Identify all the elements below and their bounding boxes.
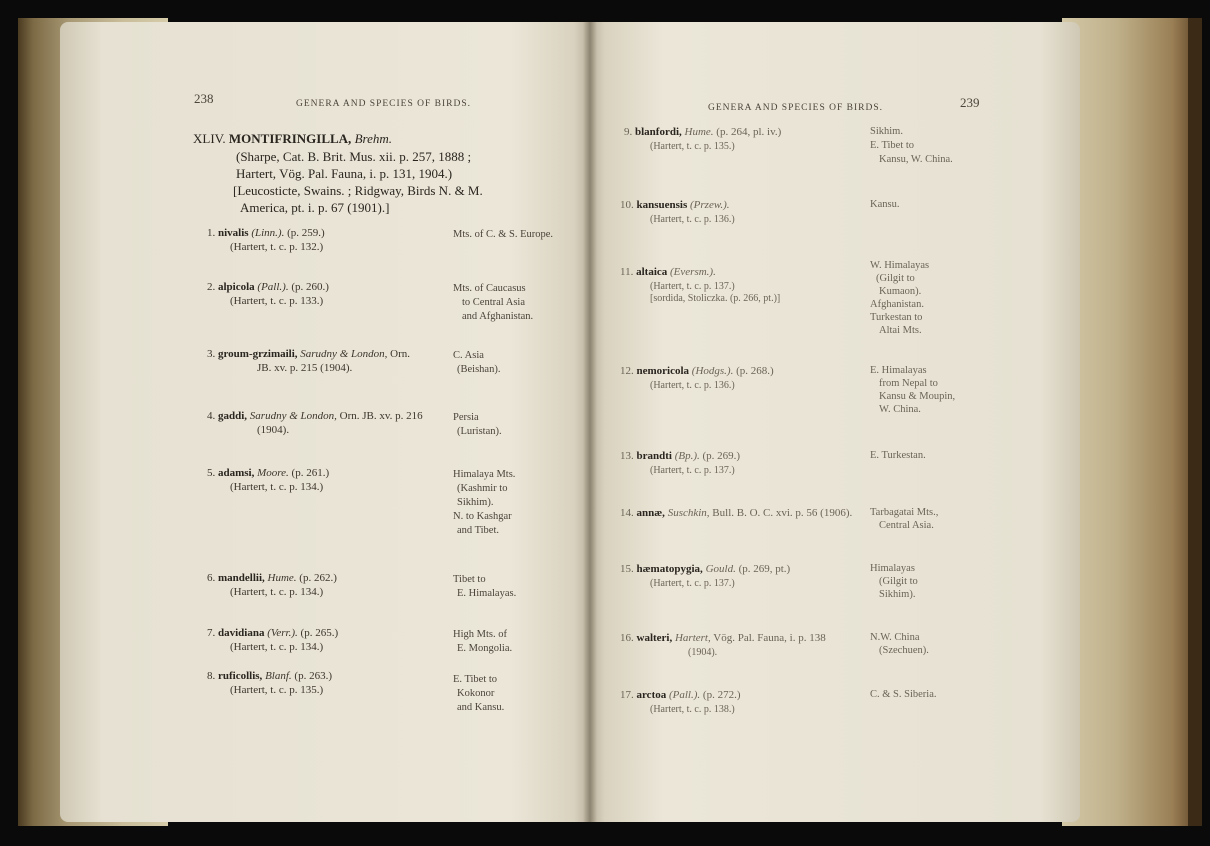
species-distribution: Turkestan to	[870, 312, 923, 323]
species-distribution: Afghanistan.	[870, 299, 924, 310]
species-entry: 15. hæmatopygia, Gould. (p. 269, pt.)	[620, 563, 791, 575]
species-distribution: Sikhim).	[457, 497, 494, 508]
species-reference: (Hartert, t. c. p. 136.)	[650, 214, 735, 225]
book-gutter	[583, 22, 597, 822]
species-distribution: (Szechuen).	[879, 645, 929, 656]
species-reference: (Hartert, t. c. p. 134.)	[230, 481, 324, 493]
genus-ref-line: Hartert, Vög. Pal. Fauna, i. p. 131, 1904.)	[236, 166, 453, 181]
species-distribution: Kansu & Moupin,	[879, 391, 956, 402]
species-entry: 10. kansuensis (Przew.).	[620, 199, 730, 211]
species-entry: 7. davidiana (Verr.). (p. 265.)	[207, 627, 339, 639]
book-page-edges-right	[1062, 18, 1200, 826]
species-distribution: E. Turkestan.	[870, 450, 926, 461]
species-name: altaica	[636, 266, 668, 278]
species-distribution: (Kashmir to	[457, 483, 508, 494]
species-name: mandellii,	[218, 572, 265, 584]
right-running-head: GENERA AND SPECIES OF BIRDS.	[708, 103, 884, 113]
species-reference: JB. xv. p. 215 (1904).	[257, 362, 353, 374]
species-entry: 16. walteri, Hartert, Vög. Pal. Fauna, i. p. 138	[620, 632, 826, 644]
species-name: nemoricola	[636, 365, 690, 377]
species-entry: 13. brandti (Bp.). (p. 269.)	[620, 450, 741, 462]
species-distribution: and Afghanistan.	[462, 311, 534, 322]
species-reference: (Hartert, t. c. p. 132.)	[230, 241, 324, 253]
species-entry: 14. annæ, Suschkin, Bull. B. O. C. xvi. p. 56 (1906).	[620, 507, 853, 519]
species-name: groum-grzimaili,	[218, 348, 298, 360]
species-distribution: Tarbagatai Mts.,	[870, 507, 939, 518]
species-entry: 3. groum-grzimaili, Sarudny & London, Orn.	[207, 348, 410, 360]
species-name: nivalis	[218, 227, 249, 239]
species-distribution: Kansu.	[870, 199, 900, 210]
genus-heading	[193, 131, 392, 147]
genus-ref-line: America, pt. i. p. 67 (1901).]	[240, 200, 390, 215]
species-distribution: Tibet to	[453, 574, 486, 585]
species-distribution: and Kansu.	[457, 702, 505, 713]
species-distribution: W. Himalayas	[870, 260, 930, 271]
species-distribution: Kansu, W. China.	[879, 154, 953, 165]
species-name: walteri,	[636, 632, 673, 644]
species-distribution: Kumaon).	[879, 286, 922, 297]
species-entry: 4. gaddi, Sarudny & London, Orn. JB. xv. p. 216	[207, 410, 423, 422]
species-reference: (1904).	[688, 647, 718, 658]
species-distribution: Central Asia.	[879, 520, 934, 531]
species-distribution: E. Tibet to	[453, 674, 498, 685]
species-distribution: N. to Kashgar	[453, 511, 512, 522]
species-reference: (Hartert, t. c. p. 135.)	[230, 684, 324, 696]
right-page-number: 239	[960, 95, 980, 110]
species-distribution: Sikhim).	[879, 589, 916, 600]
species-name: alpicola	[218, 281, 255, 293]
species-distribution: High Mts. of	[453, 629, 507, 640]
species-reference: (Hartert, t. c. p. 138.)	[650, 704, 735, 715]
species-entry: 6. mandellii, Hume. (p. 262.)	[207, 572, 337, 584]
species-name: kansuensis	[636, 199, 688, 211]
species-distribution: N.W. China	[870, 632, 920, 643]
species-distribution: (Gilgit to	[879, 576, 918, 587]
species-reference: (Hartert, t. c. p. 134.)	[230, 586, 324, 598]
species-name: adamsi,	[218, 467, 255, 479]
species-entry: 2. alpicola (Pall.). (p. 260.)	[207, 281, 329, 293]
species-distribution: Mts. of C. & S. Europe.	[453, 229, 554, 240]
species-distribution: E. Himalayas.	[457, 588, 517, 599]
book-cover-edge	[1188, 18, 1202, 826]
genus-number: XLIV.	[193, 131, 226, 146]
species-name: brandti	[636, 450, 672, 462]
species-entry: 1. nivalis (Linn.). (p. 259.)	[207, 227, 325, 239]
species-distribution: Mts. of Caucasus	[453, 283, 526, 294]
species-distribution: Sikhim.	[870, 126, 903, 137]
species-distribution: Kokonor	[457, 688, 495, 699]
species-name: davidiana	[218, 627, 265, 639]
species-distribution: (Luristan).	[457, 426, 502, 437]
genus-ref-line: (Sharpe, Cat. B. Brit. Mus. xii. p. 257, 1888 ;	[236, 149, 472, 164]
genus-name: MONTIFRINGILLA,	[228, 131, 352, 146]
species-reference: (Hartert, t. c. p. 137.)	[650, 281, 735, 292]
species-reference: (Hartert, t. c. p. 135.)	[650, 141, 735, 152]
species-distribution: from Nepal to	[879, 378, 938, 389]
species-distribution: (Gilgit to	[876, 273, 915, 284]
left-page-number: 238	[194, 91, 214, 106]
species-name: arctoa	[636, 689, 667, 701]
species-name: annæ,	[636, 507, 665, 519]
species-reference: (Hartert, t. c. p. 137.)	[650, 465, 735, 476]
species-reference: (Hartert, t. c. p. 133.)	[230, 295, 324, 307]
species-name: ruficollis,	[218, 670, 263, 682]
species-distribution: E. Mongolia.	[457, 643, 513, 654]
species-reference: (Hartert, t. c. p. 137.)	[650, 578, 735, 589]
species-distribution: C. Asia	[453, 350, 484, 361]
species-entry: 11. altaica (Eversm.).	[620, 266, 716, 278]
species-name: gaddi,	[218, 410, 248, 422]
species-distribution: (Beishan).	[457, 364, 501, 375]
species-distribution: Altai Mts.	[879, 325, 922, 336]
species-entry: 17. arctoa (Pall.). (p. 272.)	[620, 689, 741, 701]
species-distribution: C. & S. Siberia.	[870, 689, 937, 700]
species-name: blanfordi,	[635, 126, 682, 138]
species-entry: 9. blanfordi, Hume. (p. 264, pl. iv.)	[624, 126, 782, 138]
species-entry: 12. nemoricola (Hodgs.). (p. 268.)	[620, 365, 774, 377]
species-distribution: W. China.	[879, 404, 921, 415]
species-distribution: Persia	[453, 412, 479, 423]
species-reference: (1904).	[257, 424, 290, 436]
species-reference: (Hartert, t. c. p. 134.)	[230, 641, 324, 653]
species-name: hæmatopygia,	[636, 563, 703, 575]
species-distribution: and Tibet.	[457, 525, 500, 536]
species-reference: (Hartert, t. c. p. 136.)	[650, 380, 735, 391]
genus-ref-line: [Leucosticte, Swains. ; Ridgway, Birds N. & M.	[233, 183, 483, 198]
species-distribution: E. Himalayas	[870, 365, 927, 376]
species-distribution: E. Tibet to	[870, 140, 915, 151]
genus-author: Brehm.	[354, 131, 392, 146]
species-distribution: Himalaya Mts.	[453, 469, 516, 480]
species-distribution: Himalayas	[870, 563, 915, 574]
species-synonym: [sordida, Stoliczka. (p. 266, pt.)]	[650, 293, 781, 304]
left-running-head: GENERA AND SPECIES OF BIRDS.	[296, 99, 472, 109]
species-distribution: to Central Asia	[462, 297, 525, 308]
species-entry: 5. adamsi, Moore. (p. 261.)	[207, 467, 330, 479]
species-entry: 8. ruficollis, Blanf. (p. 263.)	[207, 670, 332, 682]
